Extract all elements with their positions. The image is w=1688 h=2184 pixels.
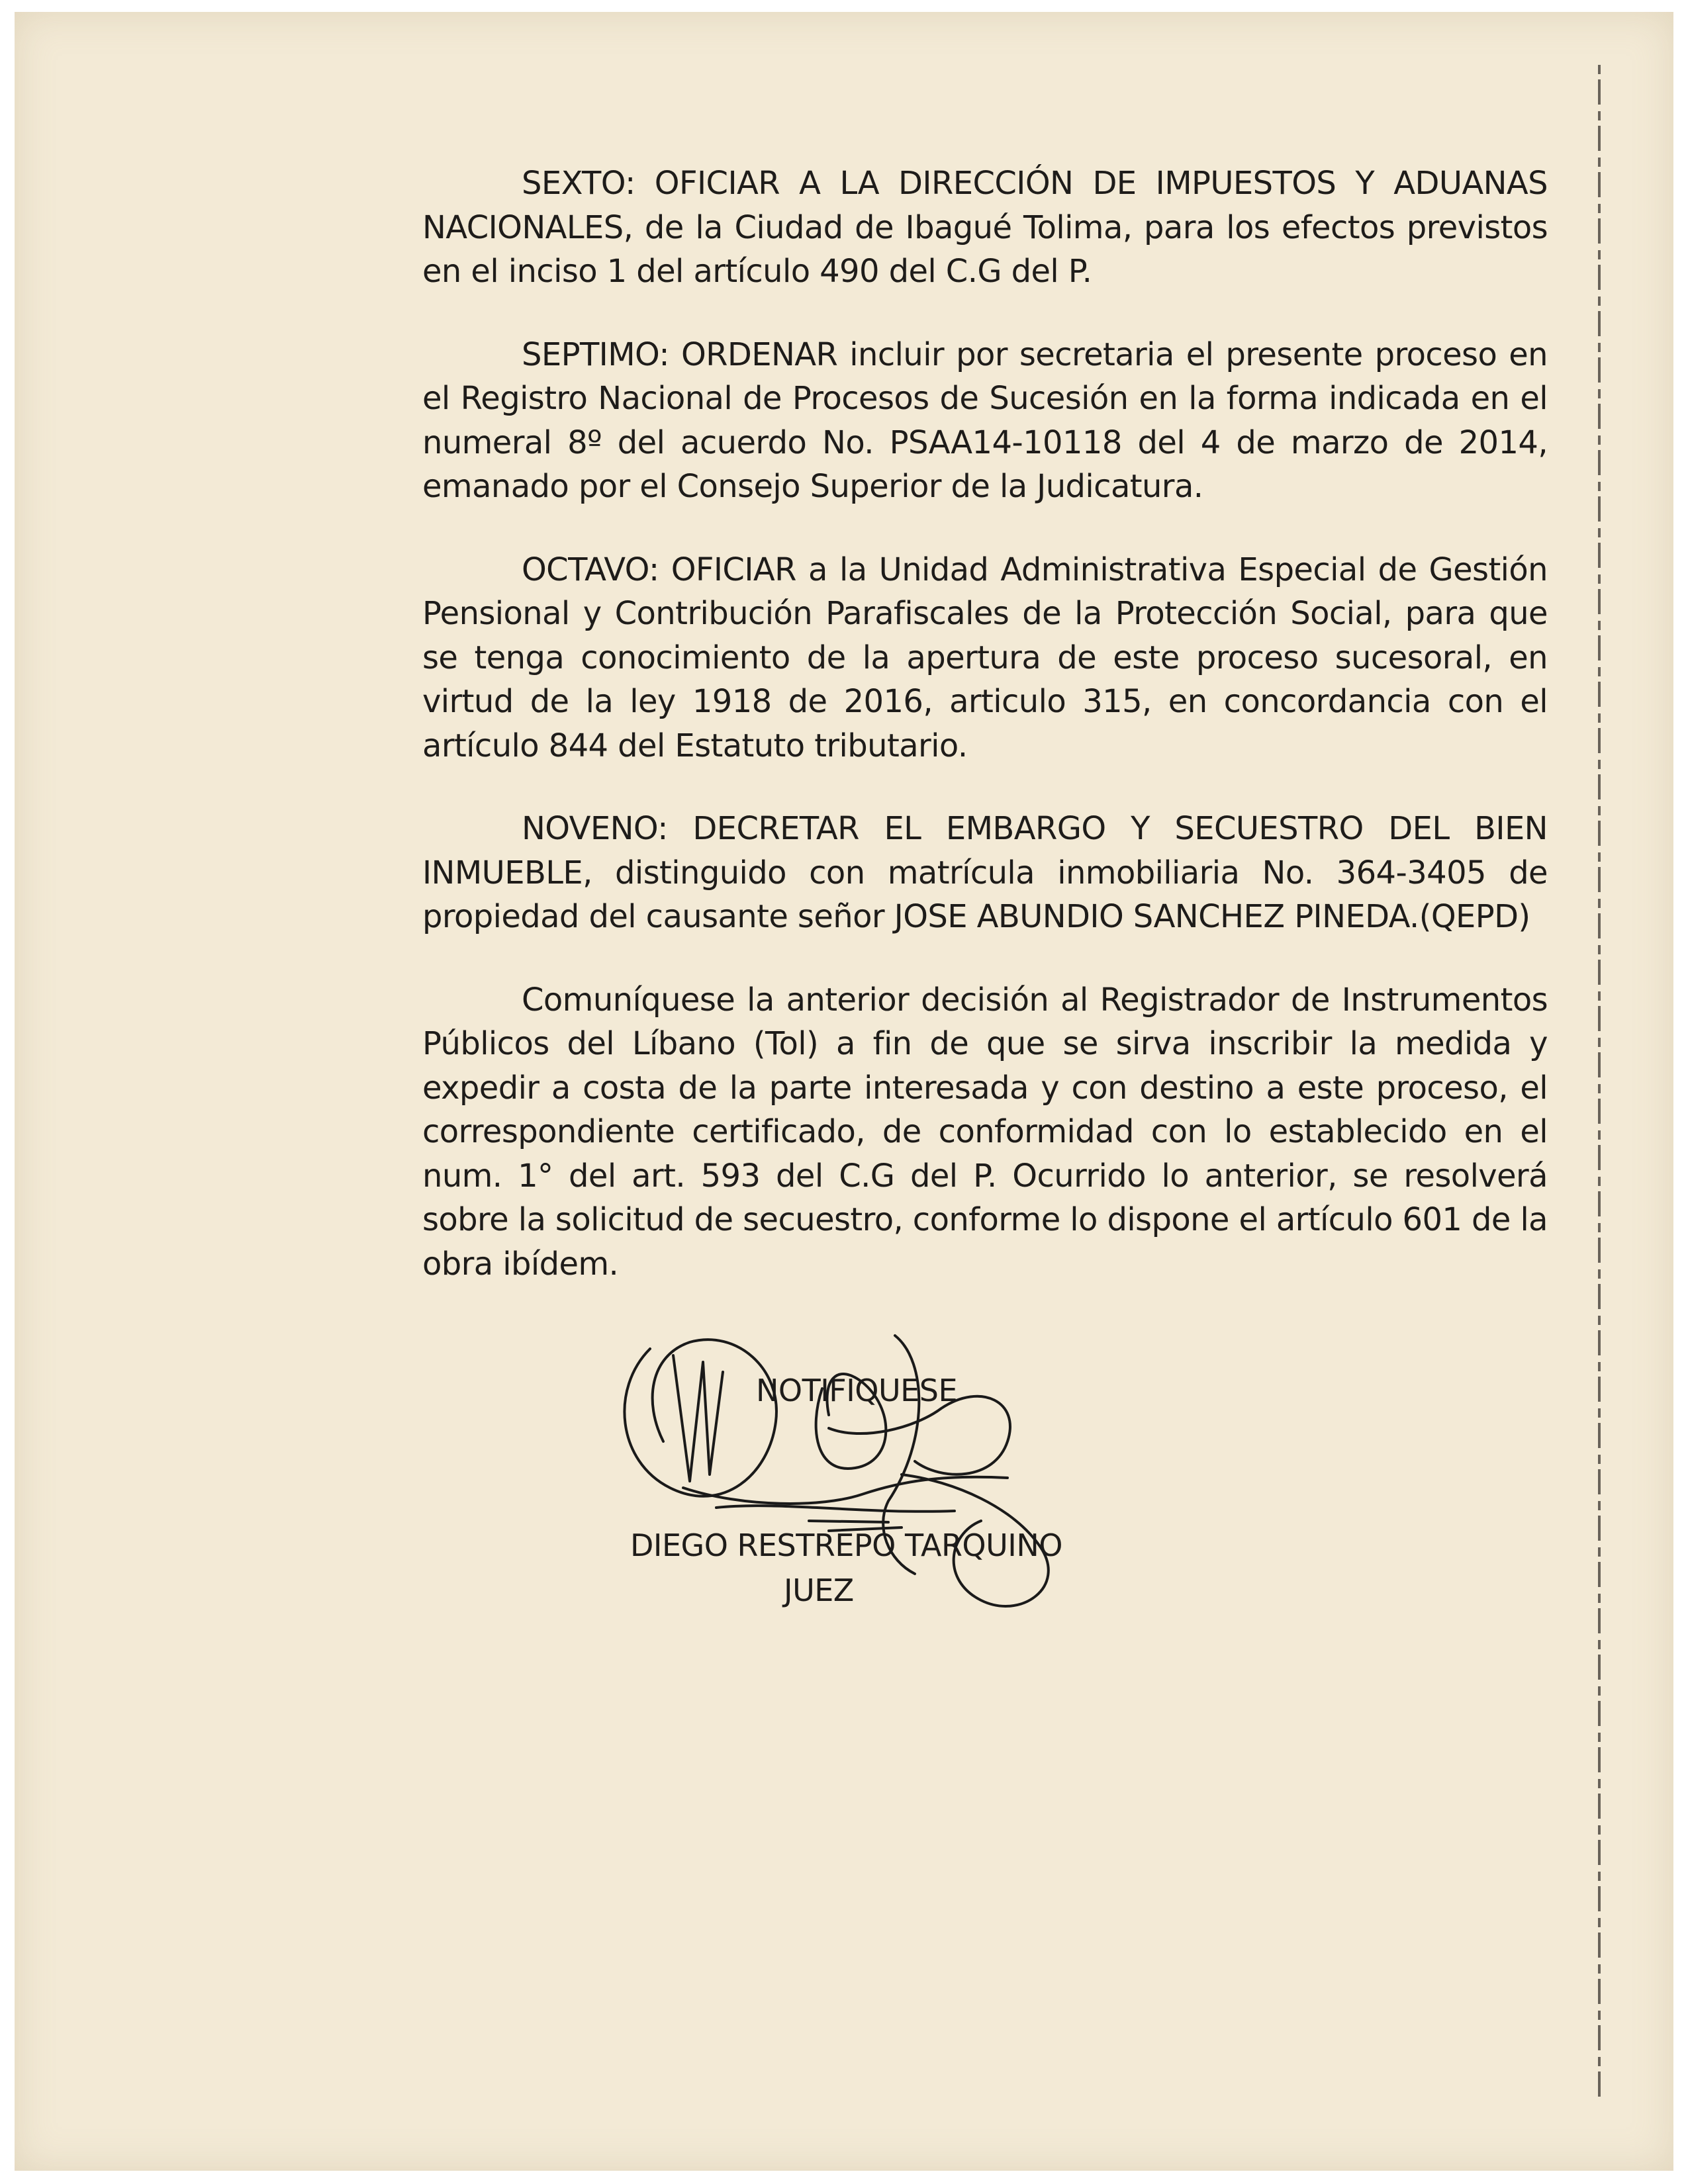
signer-name: DIEGO RESTREPO TARQUINO [630, 1527, 1062, 1563]
paragraph-noveno: NOVENO: DECRETAR EL EMBARGO Y SECUESTRO DEL BIEN INMUEBLE, distinguido con matrícula inmobiliaria No. 364-3405 de propiedad del causante señor JOSE ABUNDIO SANCHEZ PINEDA.(QEPD) [422, 810, 1548, 935]
signer-title: JUEZ [784, 1572, 854, 1608]
paragraph-octavo: OCTAVO: OFICIAR a la Unidad Administrativa Especial de Gestión Pensional y Contribución Parafiscales de la Protección Social, para que se tenga conocimiento de la apertura de este proceso sucesoral, en virtud de la ley 1918 de 2016, articulo 315, en concordancia con el artículo 844 del Estatuto tributario. [422, 551, 1548, 764]
paragraph-septimo: SEPTIMO: ORDENAR incluir por secretaria el presente proceso en el Registro Nacional de Procesos de Sucesión en la forma indicada en el numeral 8º del acuerdo No. PSAA14-10118 del 4 de marzo de 2014, emanado por el Consejo Superior de la Judicatura. [422, 336, 1548, 505]
notify-text: NOTIFIQUESE [756, 1373, 958, 1408]
document-body [422, 161, 1548, 1325]
scan-edge-line [1598, 65, 1601, 2103]
handwritten-signature [610, 1309, 1140, 1680]
paragraph-sexto: SEXTO: OFICIAR A LA DIRECCIÓN DE IMPUESTOS Y ADUANAS NACIONALES, de la Ciudad de Ibagué Tolima, para los efectos previstos en el inciso 1 del artículo 490 del C.G del P. [422, 165, 1548, 290]
paragraph-comuniquese: Comuníquese la anterior decisión al Registrador de Instrumentos Públicos del Líbano (Tol) a fin de que se sirva inscribir la medida y expedir a costa de la parte interesada y con destino a este proceso, el correspondiente certificado, de conformidad con lo establecido en el num. 1° del art. 593 del C.G del P. Ocurrido lo anterior, se resolverá sobre la solicitud de secuestro, conforme lo dispone el artículo 601 de la obra ibídem. [422, 981, 1548, 1283]
document-page [15, 12, 1673, 2171]
